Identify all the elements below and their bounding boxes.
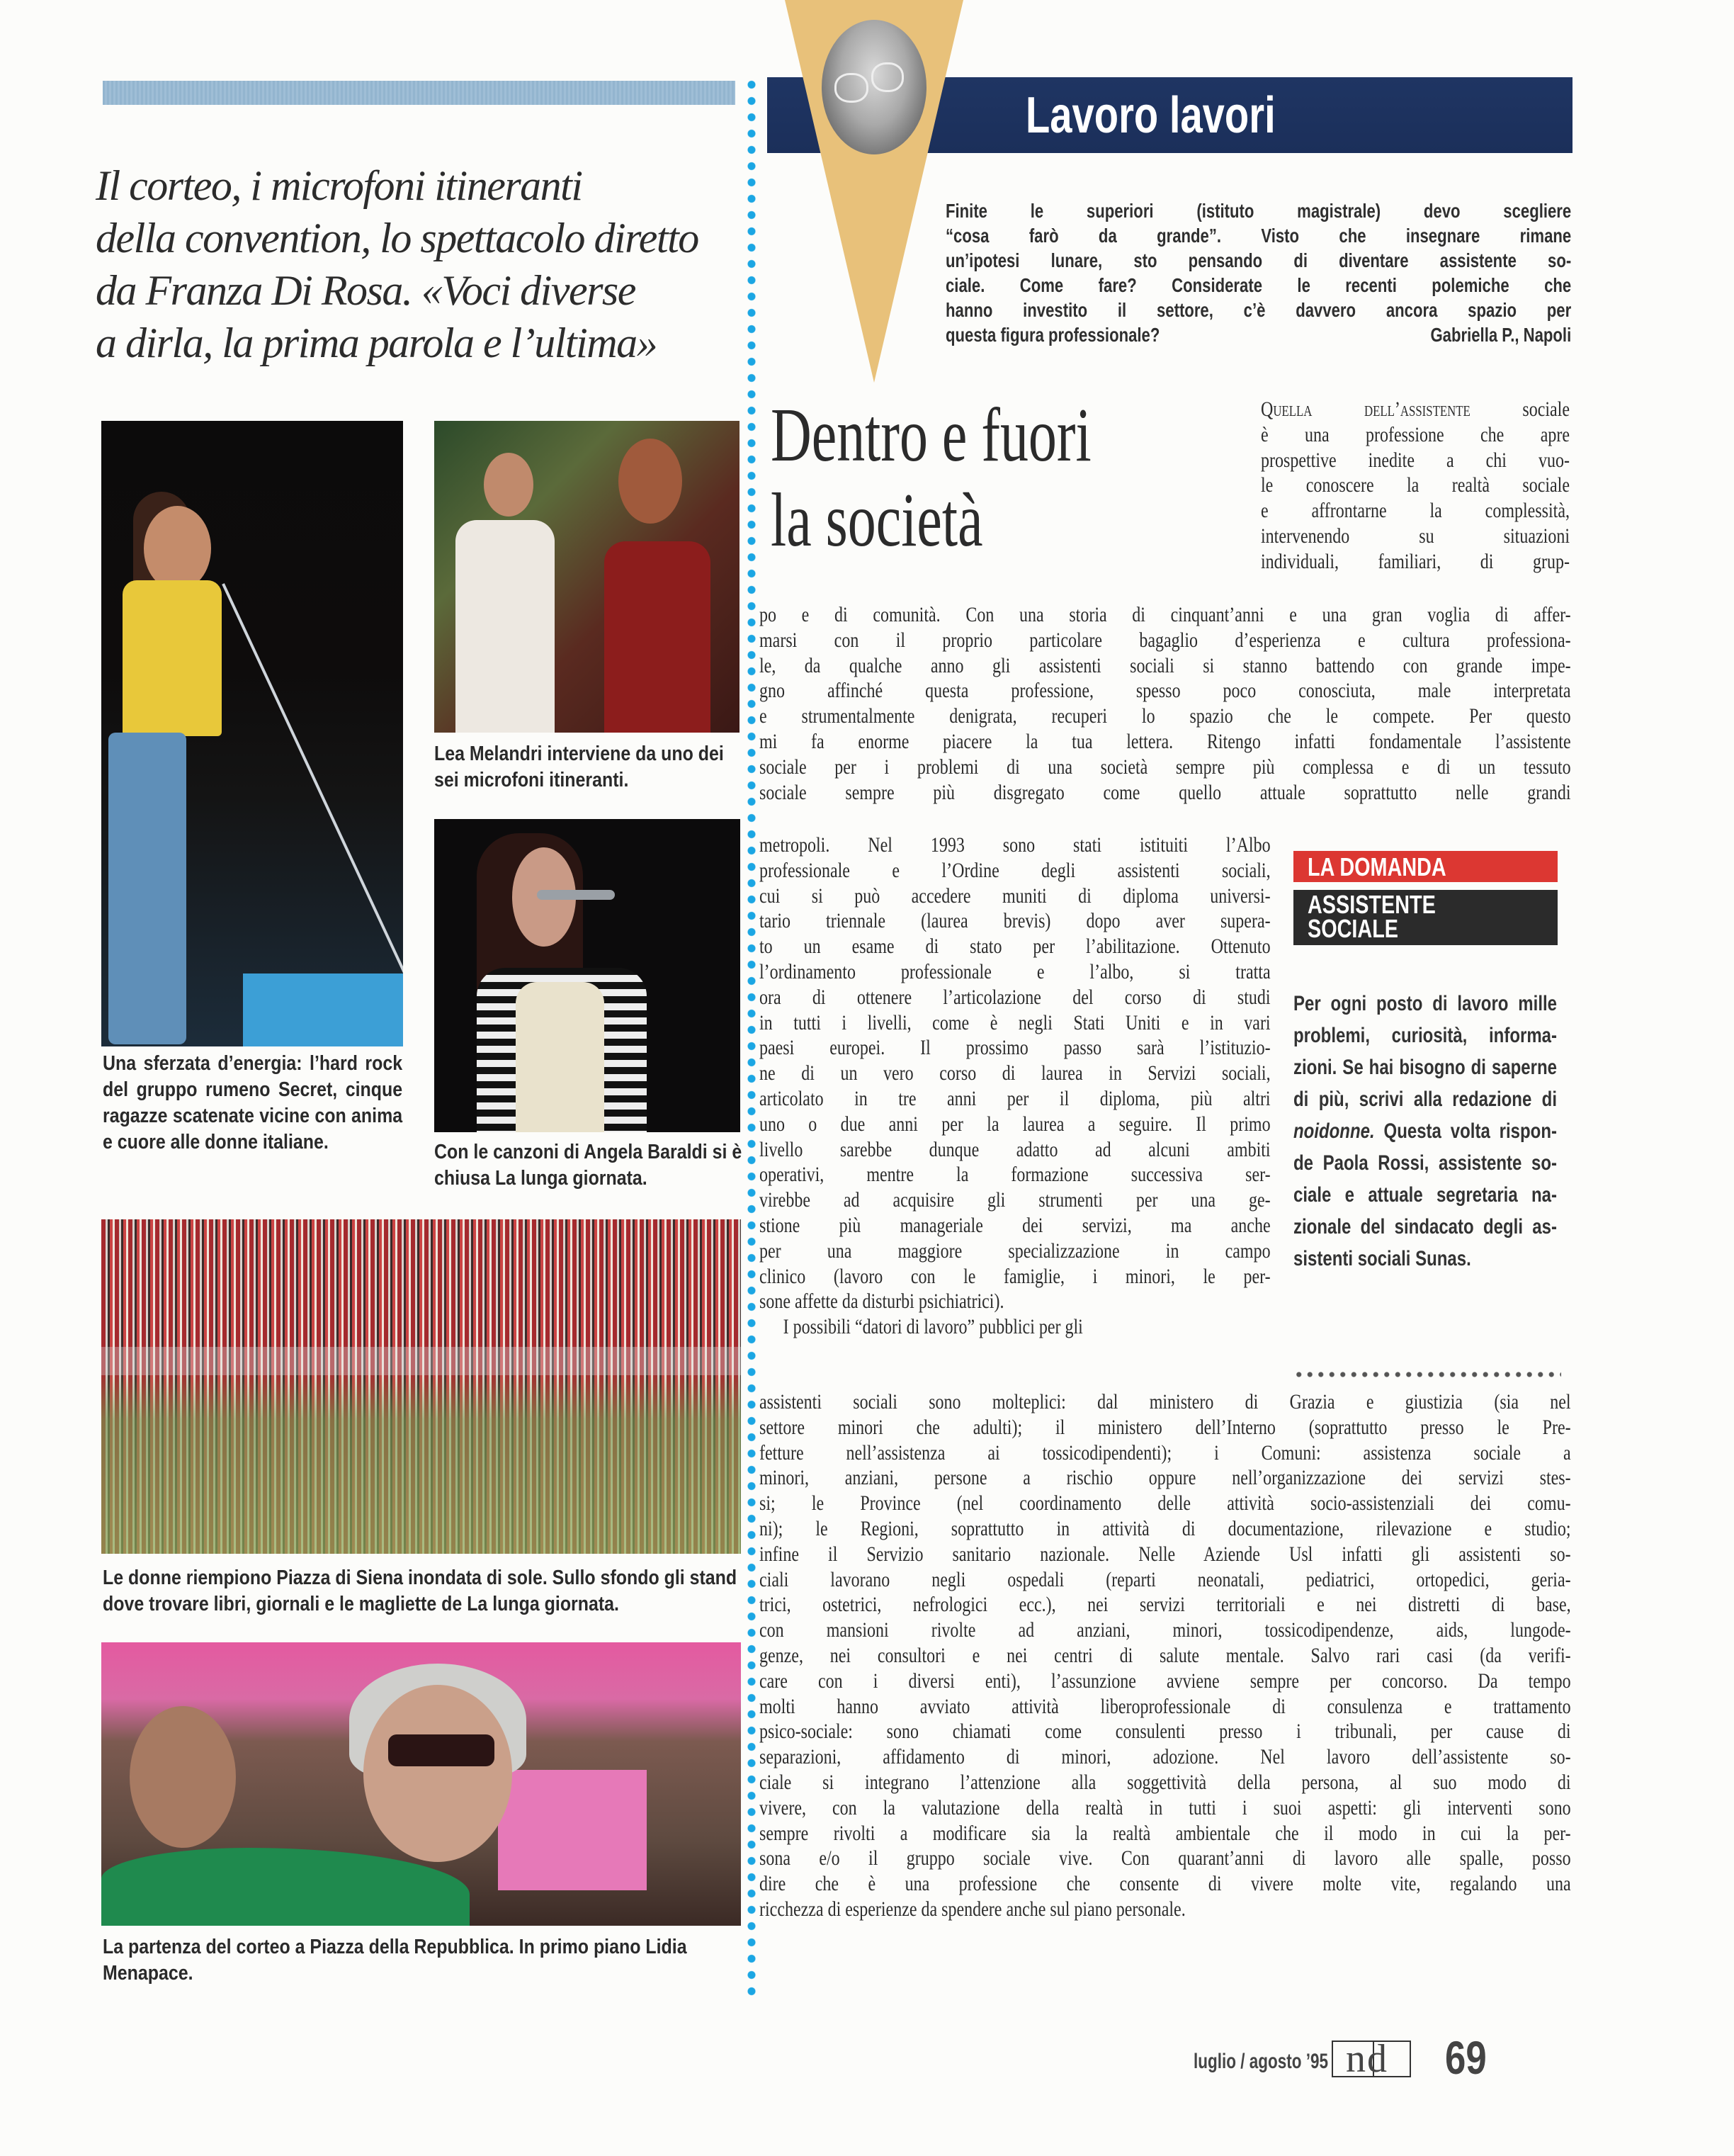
body-line: e affrontarne la complessità, [1261,499,1570,523]
body-line: minori, anziani, persone a rischio oppure nell’organizzazione dei servizi stes- [759,1466,1571,1490]
body-line: separazioni, affidamento di minori, adozione. Nel lavoro dell’assistente so- [759,1745,1571,1769]
photo-shape [243,973,403,1046]
photo-shape [484,453,533,517]
headline-line: Dentro e fuori [771,393,1092,478]
body-line: care con i diversi enti), l’assunzione avviene sempre per concorso. Da tempo [759,1669,1571,1693]
photo-shape [222,583,403,1002]
photo-caption: Lea Melandri interviene da uno dei sei microfoni itineranti. [434,743,724,791]
body-line: si; le Province (nel coordinamento delle attività socio-assistenziali dei comu- [759,1491,1571,1516]
body-line: virebbe ad acquisire gli strumenti per una ge- [759,1188,1271,1212]
body-line: settore minori che adulti); il ministero dell’Interno (soprattutto presso le Pre- [759,1415,1571,1439]
magazine-name: noidonne. [1293,1119,1375,1143]
body-line: sociale per i problemi di una società sempre più complessa e di un tessuto [759,755,1571,779]
body-line: mi fa enorme piacere la tua lettera. Ritengo infatti fondamentale l’assistente [759,729,1571,753]
body-line: molti hanno avviato attività liberoprofessionale di consulenza e trattamento [759,1694,1571,1718]
body-line: zionale del sindacato degli as- [1293,1215,1557,1238]
letter-line: un’ipotesi lunare, sto pensando di diventare assistente so- [946,249,1572,271]
photo-crowd-piazza [101,1219,741,1554]
article-lead-column [1261,397,1570,575]
body-line: uno o due anni per la laurea a seguire. Il primo [759,1112,1271,1136]
body-line: noidonne. Questa volta rispon- [1293,1119,1557,1143]
lead-word: sociale [1522,397,1570,421]
photo-lea-melandri [434,421,740,733]
body-line: paesi europei. Il prossimo passo sarà l’istituzio- [759,1036,1271,1060]
intro-line: da Franza Di Rosa. «Voci diverse [96,267,635,314]
dotted-column-divider [747,77,756,1997]
photo-shape [618,439,682,524]
logo-text: nd [1346,2037,1388,2081]
body-line: tario triennale (laurea brevis) dopo aver supera- [759,909,1271,933]
body-line: de Paola Rossi, assistente so- [1293,1151,1557,1175]
body-line: Per ogni posto di lavoro mille [1293,992,1557,1015]
glasses-shape [834,73,868,103]
body-line: gno affinché questa professione, spesso poco conosciuta, male interpretata [759,679,1571,703]
photo-shape [101,1347,741,1375]
body-line: prospettive inedite a chi vuo- [1261,448,1570,472]
letter-line: Finite le superiori (istituto magistrale) devo scegliere [946,200,1572,222]
body-line: ciale si integrano l’attenzione alla soggettività della persona, al suo modo di [759,1770,1571,1794]
letter-line: hanno investito il settore, c’è davvero ancora spazio per [946,299,1572,321]
letter-line: “cosa farò da grande”. Visto che insegnare rimane [946,225,1572,247]
body-line: marsi con il proprio particolare bagaglio d’esperienza e cultura professiona- [759,628,1571,652]
photo-shape [144,506,211,591]
photo-shape [123,580,222,736]
photo-shape [455,520,555,733]
body-line: psico-sociale: sono chiamati come consulenti presso i tribunali, per cause di [759,1720,1571,1744]
section-color-band [103,81,735,105]
body-line: ne di un vero corso di laurea in Servizi sociali, [759,1061,1271,1085]
body-line: di più, scrivi alla redazione di [1293,1088,1557,1111]
photo-shape [101,1848,470,1926]
body-line: vivere, con la valutazione della realtà in tutti i suoi aspetti: gli interventi sono [759,1795,1571,1819]
intro-line: della convention, lo spettacolo diretto [96,215,698,261]
body-line: to un esame di stato per l’abilitazione. Ottenuto [759,935,1271,959]
body-line: genze, nei consultori e nei centri di salute mentale. Salvo rari casi (da verifi- [759,1643,1571,1667]
letter-last-row [946,322,1571,347]
body-line: I possibili “datori di lavoro” pubblici per gli [783,1315,1083,1339]
box-text [1293,988,1557,1275]
intro-line: a dirla, la prima parola e l’ultima» [96,320,657,366]
body-line: e strumentalmente denigrata, recuperi lo spazio che le compete. Per questo [759,704,1571,728]
lead-smallcaps: Quella dell’assistente [1261,397,1470,421]
photo-shape [130,1706,236,1848]
body-line: fetture nell’assistenza ai tossicodipendenti); i Comuni: assistenza sociale a [759,1440,1571,1464]
body-line: ciali lavorano negli ospedali (reparti neonatali, pediatrici, ortopedici, geria- [759,1567,1571,1591]
body-line: per una maggiore specializzazione in campo [759,1238,1271,1263]
photo-corteo [101,1642,741,1926]
body-line: assistenti sociali sono molteplici: dal ministero di Grazia e giustizia (sia nel [759,1390,1571,1413]
body-line: ni); le Regioni, soprattutto in attività di documentazione, rilevazione e studio; [759,1516,1571,1540]
body-line: l’ordinamento professionale e l’albo, si tratta [759,959,1271,983]
photo-shape [537,890,615,900]
photo-shape [108,733,186,1044]
body-line: individuali, familiari, di grup- [1261,549,1570,573]
author-portrait [822,20,926,154]
photo-angela-baraldi [434,819,740,1132]
body-line: sistenti sociali Sunas. [1293,1247,1471,1270]
letter-signature: Gabriella P., Napoli [1430,324,1572,346]
body-line: operativi, mentre la formazione successiva ser- [759,1163,1271,1187]
box-dotted-rule [1293,1371,1561,1378]
photo-shape [388,1734,494,1766]
body-line: cui si può accedere muniti di diploma universi- [759,884,1271,908]
body-line: articolato in tre anni per il diploma, più altri [759,1086,1271,1110]
box-kicker-banner [1293,851,1558,882]
box-kicker-label: LA DOMANDA [1308,852,1446,881]
letter-line: ciale. Come fare? Considerate le recenti polemiche che [946,274,1572,296]
body-line: metropoli. Nel 1993 sono stati istituiti l’Albo [759,833,1271,857]
photo-caption: Una sferzata d’energia: l’hard rock del gruppo rumeno Secret, cinque ragazze scatenate vicine con anima e cuore alle donne italiane. [103,1052,403,1153]
body-line: con mansioni rivolte ad anziani, minori, tossicodipendenze, aids, lungode- [759,1618,1571,1642]
article-body-narrow [759,833,1271,1340]
intro-deck [96,159,733,369]
article-headline [771,393,1092,563]
body-line: ricchezza di esperienze da spendere anche sul piano personale. [759,1897,1186,1921]
issue-date: luglio / agosto ’95 [1194,2050,1329,2073]
body-line: sona e/o il gruppo sociale vive. Con quarant’anni di lavoro alle spalle, posso [759,1846,1571,1870]
body-line: ora di ottenere l’articolazione del corso di studi [759,985,1271,1009]
body-line: le, da qualche anno gli assistenti sociali si stanno battendo con grande impe- [759,653,1571,677]
glasses-shape [871,62,904,92]
body-line: ciale e attuale segretaria na- [1293,1183,1557,1207]
body-line: in tutti i livelli, come è negli Stati Uniti e in vari [759,1010,1271,1034]
body-line: dire che è una professione che consente di vivere molte vite, regalando una [759,1872,1571,1896]
body-line: stione più manageriale dei servizi, ma anche [759,1213,1271,1237]
photo-rock-singer [101,421,403,1046]
letter-line: questa figura professionale? [946,324,1160,346]
box-title-banner [1293,890,1558,945]
body-line: le conoscere la realtà sociale [1261,473,1570,497]
reader-letter [946,198,1571,347]
body-line: po e di comunità. Con una storia di cinquant’anni e una gran voglia di affer- [759,603,1571,626]
magazine-logo [1332,2037,1411,2081]
body-line: professionale e l’Ordine degli assistenti sociali, [759,858,1271,882]
photo-shape [363,1685,512,1862]
body-line: intervenendo su situazioni [1261,524,1570,548]
photo-caption: La partenza del corteo a Piazza della Repubblica. In primo piano Lidia Menapace. [103,1936,687,1985]
box-title-label: ASSISTENTE SOCIALE [1308,890,1436,943]
rubric-title: Lavoro lavori [1026,87,1276,144]
body-line: sociale sempre più disgregato come quello attuale soprattutto nelle grandi [759,780,1571,804]
body-line: livello sarebbe dunque adatto ad alcuni ambiti [759,1137,1271,1161]
photo-shape [498,1770,647,1890]
article-body-wide-1 [759,602,1571,805]
article-body-wide-2 [759,1389,1571,1922]
body-line: problemi, curiosità, informa- [1293,1024,1557,1047]
photo-caption: Le donne riempiono Piazza di Siena inondata di sole. Sullo sfondo gli stand dove trovare libri, giornali e le magliette de La lunga giornata. [103,1567,737,1615]
photo-shape [516,982,604,1132]
body-line: zioni. Se hai bisogno di saperne [1293,1056,1557,1079]
body-line: trici, ostetrici, nefrologici ecc.), nei servizi territoriali e nei distretti di base, [759,1593,1571,1617]
headline-line: la società [771,478,983,563]
page-number: 69 [1445,2031,1487,2084]
body-line: sone affette da disturbi psichiatrici). [759,1289,1004,1314]
body-line: clinico (lavoro con le famiglie, i minori, le per- [759,1264,1271,1288]
photo-shape [604,541,710,733]
body-line: è una professione che apre [1261,422,1570,446]
body-line: infine il Servizio sanitario nazionale. Nelle Aziende Usl infatti gli assistenti so- [759,1542,1571,1566]
body-line: sempre rivolti a modificare sia la realtà ambientale che il modo in cui la per- [759,1821,1571,1845]
body-line [1261,397,1570,422]
photo-caption: Con le canzoni di Angela Baraldi si è chiusa La lunga giornata. [434,1141,742,1190]
intro-line: Il corteo, i microfoni itineranti [96,162,582,209]
